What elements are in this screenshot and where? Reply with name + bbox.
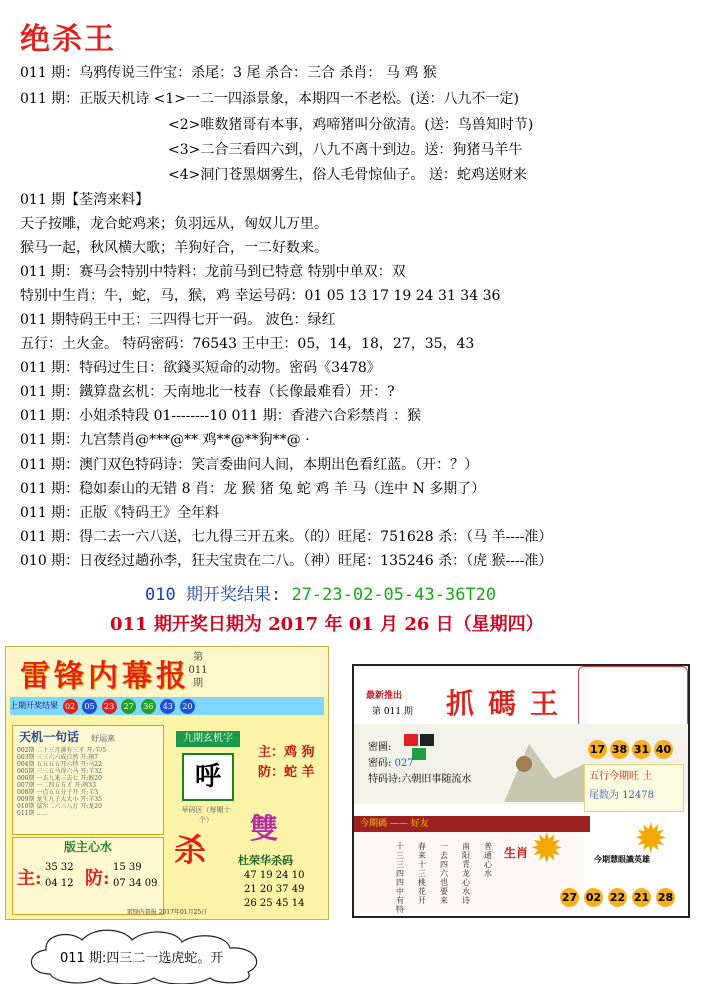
zodiac-picks xyxy=(258,743,315,783)
code-info xyxy=(368,740,471,788)
sky-row: 008期 一点五五分子开 开:羊3 xyxy=(17,789,99,796)
poster-header xyxy=(6,647,328,697)
poster-logo: 雷锋内幕报 xyxy=(20,659,190,694)
code-value: 027 xyxy=(394,758,414,769)
guard-numbers: 07 34 09 xyxy=(113,878,158,889)
wisdom-label: 今期慧眼識英雄 xyxy=(594,854,650,864)
result-ball: 20 xyxy=(180,699,195,714)
text-line: <4>洞门苍黑烟雾生，俗人毛骨惊仙子。 送：蛇鸡送财来 xyxy=(168,167,527,183)
poster-result-label: 上期开奖结果 xyxy=(10,701,58,710)
figure-shape xyxy=(516,756,532,772)
number-ball: 38 xyxy=(610,740,629,759)
text-line: 011 期：稳如泰山的无错 8 肖：龙 猴 猪 兔 蛇 鸡 羊 马（连中 N 多期了） xyxy=(20,481,486,497)
previous-result xyxy=(145,580,496,605)
text-line: 天子按雕，龙合蛇鸡来；负羽远从，匈奴儿万里。 xyxy=(20,216,328,232)
sky-row: 004期 五五五五开六特 开:马22 xyxy=(17,761,102,768)
star-burst-icon: ✹ xyxy=(634,816,668,862)
new-release-label: 最新推出 xyxy=(366,691,403,701)
zhuama-poster xyxy=(352,664,690,918)
sky-row: 002期 二十三月满有三才 开:羊/5 xyxy=(17,747,107,754)
text-line: 特别中生肖：牛，蛇，马，猴，鸡 幸运号码：01 05 13 17 19 24 31 34 36 xyxy=(20,288,501,304)
blank-frame xyxy=(578,666,688,732)
result-ball: 02 xyxy=(63,699,78,714)
editor-pick-box xyxy=(12,837,164,915)
text-line: 011 期：乌鸦传说三件宝：杀尾：3 尾 杀合：三合 杀肖： 马 鸡 猴 xyxy=(20,65,437,81)
number-ball: 21 xyxy=(632,888,651,907)
poem-column: 一去四六也要来 xyxy=(440,842,448,905)
text-line: 010 期：日夜经过趟孙李，狂夫宝贵在二八。（神）旺尾：135246 杀：（虎 猴----准） xyxy=(20,553,553,569)
poem-column: 普通心水 xyxy=(484,842,492,878)
leifeng-poster xyxy=(5,646,329,920)
text-line: 011 期【荃湾来料】 xyxy=(20,192,150,208)
text-line: 猴马一起，秋风横大歌；羊狗好合，一二好数来。 xyxy=(20,240,328,256)
main-label: 主: xyxy=(17,868,42,889)
secret-picture-label: 密圖: xyxy=(368,742,392,753)
five-elements-box xyxy=(584,764,684,812)
poem-column: 南阳青龙心水诗 xyxy=(462,842,470,905)
text-line: 011 期特码王中王：三四得七开一码。 波色：绿红 xyxy=(20,312,336,328)
riddle-label: 九期玄机字 xyxy=(176,731,240,747)
sky-sub: 好运来 xyxy=(91,733,116,743)
five-elements-value: 土 xyxy=(642,771,653,782)
draw-date: 011 期开奖日期为 2017 年 01 月 26 日（星期四） xyxy=(110,614,544,635)
number-ball: 22 xyxy=(608,888,627,907)
text-line: 五行：土火金。 特码密码：76543 王中王：05，14，18，27，35，43 xyxy=(20,336,475,352)
result-ball: 43 xyxy=(160,699,175,714)
number-ball: 17 xyxy=(588,740,607,759)
result-ball: 36 xyxy=(141,699,156,714)
text-line: 011 期：鐵算盘玄机：天南地北一枝春（长像最难看）开：? xyxy=(20,384,395,400)
zodiac-label: 生肖 xyxy=(504,846,529,860)
mountain-shape xyxy=(504,744,584,802)
sky-row: 003期 三三六六成自然 开:猪7 xyxy=(17,754,99,761)
poem-value: 六朝旧事随流水 xyxy=(401,774,472,785)
poster-issue: 第011期 xyxy=(188,652,208,689)
number-ball: 28 xyxy=(656,888,675,907)
text-line: 011 期：小姐杀特段 01--------10 011 期：香港六合彩禁肖 ：猴 xyxy=(20,408,422,424)
number-ball: 27 xyxy=(560,888,579,907)
previous-result-label: 010 期开奖结果: xyxy=(145,585,282,605)
text-line: <2>唯数猪哥有本事，鸡啼猪叫分欲清。(送：鸟兽知时节) xyxy=(168,117,534,133)
sky-row: 006期 一去九来三去七 开:猴20 xyxy=(17,775,102,782)
main-numbers: 04 12 xyxy=(45,878,74,889)
guard-zodiac: 防：蛇 羊 xyxy=(258,765,315,780)
sky-row: 009期 龙生九子大大小 开:羊35 xyxy=(17,796,102,803)
cloud-text: 011 期:四三二一选虎蛇。开 xyxy=(60,951,224,966)
guard-numbers: 15 39 xyxy=(113,862,142,873)
riddle-note: 早码区（每期十个） xyxy=(181,806,231,824)
poem-label: 特码诗: xyxy=(368,774,402,785)
poem-column: 十三三四四中有特 xyxy=(396,842,404,914)
number-ball: 02 xyxy=(584,888,603,907)
editor-pick-title: 版主心水 xyxy=(63,840,112,854)
text-line: 011 期：澳门双色特码诗：笑言委曲问人间，本期出色看红蓝。（开：？） xyxy=(20,457,479,473)
right-poster-title: 抓碼王 xyxy=(446,687,573,720)
text-line: 011 期：赛马会特别中特料：龙前马到已特意 特别中单双：双 xyxy=(20,264,406,280)
guard-label: 防: xyxy=(85,868,110,889)
sky-row: 011期 ...... xyxy=(17,810,48,817)
result-ball: 27 xyxy=(121,699,136,714)
double-character: 雙 xyxy=(250,812,279,845)
main-zodiac: 主：鸡 狗 xyxy=(258,745,315,760)
number-ball: 40 xyxy=(654,740,673,759)
number-ball: 31 xyxy=(632,740,651,759)
text-line: 011 期：特码过生日：欲錢买短命的动物。密码《3478》 xyxy=(20,360,381,376)
tail-value: 12478 xyxy=(622,790,654,801)
main-numbers: 35 32 xyxy=(45,862,74,873)
sky-title: 天机一句话 好运来 xyxy=(19,730,116,744)
star-burst-icon: ✹ xyxy=(530,826,564,872)
text-line: 011 期：九宫禁肖@***@** 鸡**@**狗**@ · xyxy=(20,432,310,448)
text-line: 011 期：正版《特码王》全年料 xyxy=(20,505,220,521)
right-poster-issue: 第 011 期 xyxy=(372,707,413,717)
kill-character: 杀 xyxy=(174,831,207,869)
five-elements-label: 五行今期旺 xyxy=(589,771,639,782)
code-band: 今期碼 —— 好友 xyxy=(354,816,590,832)
previous-result-numbers: 27-23-02-05-43-36T20 xyxy=(291,585,497,605)
tail-label: 尾数为 xyxy=(589,790,619,801)
kill-code-title: 杜荣华杀码 xyxy=(238,854,293,867)
poster-result-bar xyxy=(10,697,324,715)
text-line: <3>二合三看四六到，八九不离十到边。送：狗猪马羊牛 xyxy=(168,142,523,158)
text-line: 011 期：得二去一六八送，七九得三开五来。（的）旺尾：751628 杀：（马 羊----准） xyxy=(20,529,553,545)
result-ball: 23 xyxy=(102,699,117,714)
result-ball: 05 xyxy=(82,699,97,714)
riddle-character: 呼 xyxy=(182,753,234,801)
sky-row: 010期 鼠尔二六三八万 开:龙20 xyxy=(17,803,102,810)
poster-footer: 雷锋内幕报 2017年01月25日 xyxy=(126,909,208,916)
poem-column: 春来十三桃花开 xyxy=(418,842,426,905)
sky-row: 005期 三三五马得六马 开:羊32 xyxy=(17,768,102,775)
sky-row: 007期 一二四五方才 开:鸡33 xyxy=(17,782,96,789)
sky-sentence-box xyxy=(12,725,164,835)
page-title: 绝杀王 xyxy=(20,22,116,57)
code-label: 密码: xyxy=(368,758,392,769)
kill-code-numbers: 47 19 24 10 21 20 37 49 26 25 45 14 xyxy=(244,870,305,909)
text-line: 011 期：正版天机诗 <1>一二一四添景象，本期四一不老松。(送：八九不一定) xyxy=(20,91,519,107)
